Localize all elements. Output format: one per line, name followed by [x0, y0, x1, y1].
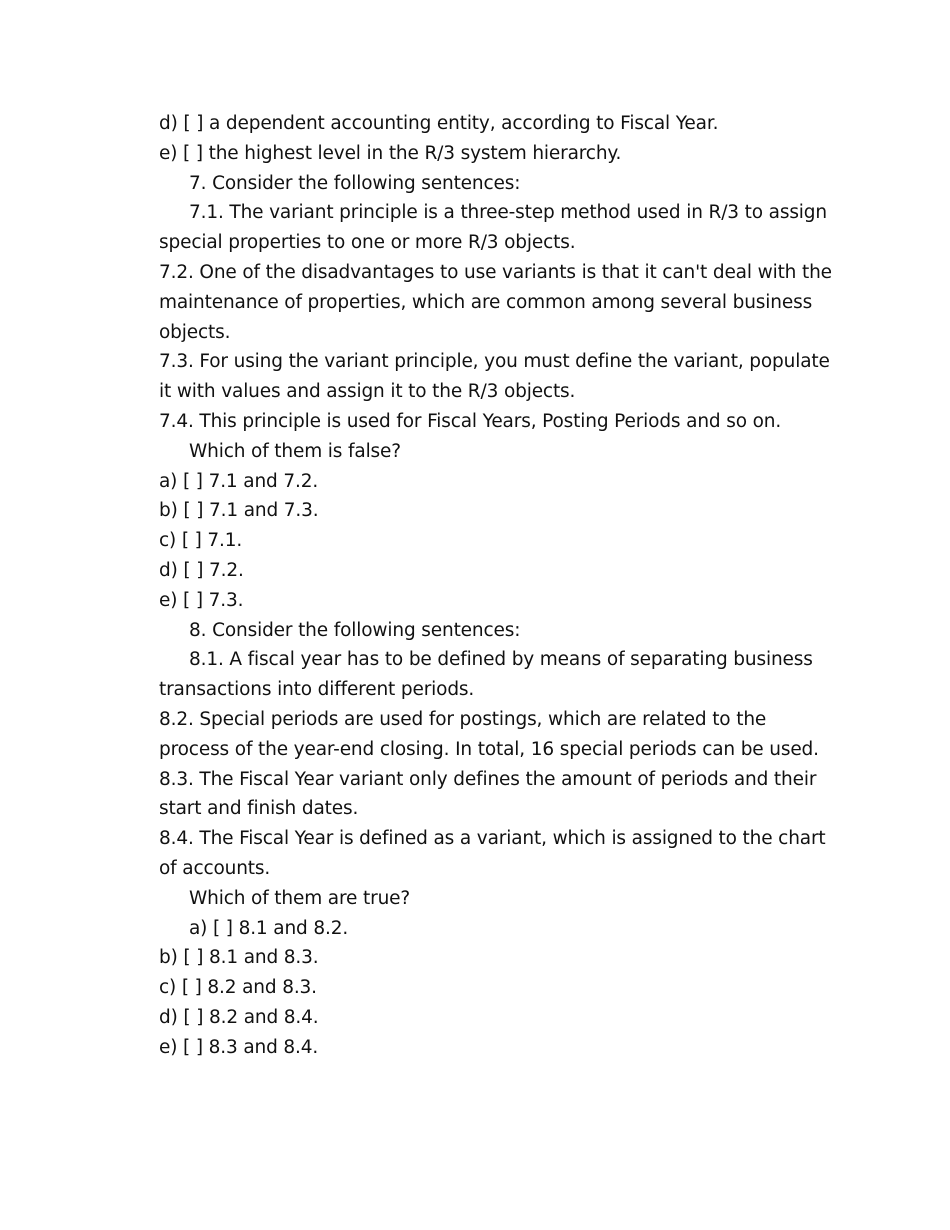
answer-option-8d: d) [ ] 8.2 and 8.4.: [159, 1006, 319, 1028]
statement-7-3: [159, 347, 830, 407]
question-7-prompt: Which of them is false?: [189, 440, 401, 462]
document-body: [159, 109, 832, 1063]
statement-8-4-line-2: of accounts.: [159, 857, 271, 879]
statement-8-2-line-1: 8.2. Special periods are used for postings, which are related to the: [159, 708, 767, 730]
answer-option-7e: e) [ ] 7.3.: [159, 589, 244, 611]
answer-option-7c: c) [ ] 7.1.: [159, 530, 243, 552]
statement-7-1-line-1: 7.1. The variant principle is a three-step method used in R/3 to assign: [189, 202, 827, 224]
answer-option-8e: e) [ ] 8.3 and 8.4.: [159, 1036, 319, 1058]
statement-8-3: [159, 765, 819, 825]
statement-7-1-line-2: special properties to one or more R/3 objects.: [159, 232, 576, 254]
question-8-heading: 8. Consider the following sentences:: [189, 619, 521, 641]
question-7-heading: 7. Consider the following sentences:: [189, 172, 521, 194]
statement-7-3-line-1: 7.3. For using the variant principle, you must define the variant, populate: [159, 351, 830, 373]
statement-7-2-line-1: 7.2. One of the disadvantages to use variants is that it can't deal with the: [159, 261, 832, 283]
statement-8-2-line-2: process of the year-end closing. In total, 16 special periods can be used.: [159, 738, 819, 760]
statement-8-4: [159, 824, 826, 884]
statement-8-3-line-1: 8.3. The Fiscal Year variant only defines the amount of periods and their: [159, 768, 817, 790]
statement-8-2: [159, 705, 819, 765]
answer-option-7a: a) [ ] 7.1 and 7.2.: [159, 470, 319, 492]
statement-7-2-line-2: maintenance of properties, which are common among several business: [159, 291, 813, 313]
statement-7-1: [159, 198, 827, 258]
statement-8-1: [159, 645, 819, 705]
answer-option-8a: a) [ ] 8.1 and 8.2.: [189, 917, 349, 939]
statement-7-3-line-2: it with values and assign it to the R/3 objects.: [159, 381, 576, 403]
question-8-prompt: Which of them are true?: [189, 887, 411, 909]
answer-option-8c: c) [ ] 8.2 and 8.3.: [159, 977, 317, 999]
answer-option-6d: d) [ ] a dependent accounting entity, according to Fiscal Year.: [159, 113, 719, 134]
answer-option-6e: e) [ ] the highest level in the R/3 system hierarchy.: [159, 142, 622, 164]
answer-option-8b: b) [ ] 8.1 and 8.3.: [159, 947, 319, 969]
answer-option-7b: b) [ ] 7.1 and 7.3.: [159, 500, 319, 522]
statement-8-4-line-1: 8.4. The Fiscal Year is defined as a variant, which is assigned to the chart: [159, 828, 826, 850]
statement-7-4: 7.4. This principle is used for Fiscal Years, Posting Periods and so on.: [159, 410, 782, 432]
answer-option-7d: d) [ ] 7.2.: [159, 559, 244, 581]
statement-8-1-line-2: transactions into different periods.: [159, 679, 475, 701]
statement-8-1-line-1: 8.1. A fiscal year has to be defined by means of separating business: [189, 649, 813, 671]
statement-8-3-line-2: start and finish dates.: [159, 798, 359, 820]
statement-7-2-line-3: objects.: [159, 321, 231, 343]
statement-7-2: [159, 258, 832, 347]
